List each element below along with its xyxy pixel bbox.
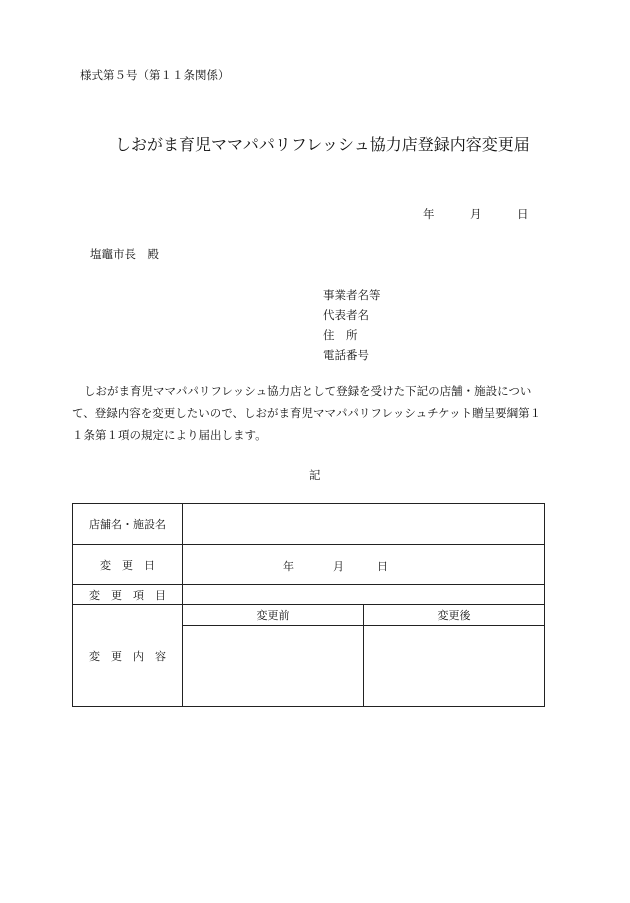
change-date-field[interactable]	[183, 545, 545, 585]
change-item-label: 変 更 項 目	[73, 585, 183, 605]
change-content-label: 変 更 内 容	[73, 605, 183, 707]
date-month: 月	[470, 207, 482, 221]
after-header: 変更後	[364, 605, 545, 626]
before-field[interactable]	[183, 626, 364, 707]
form-number: 様式第５号（第１１条関係）	[80, 68, 230, 82]
addressee: 塩竈市長 殿	[90, 247, 159, 261]
after-field[interactable]	[364, 626, 545, 707]
change-date-month: 月	[333, 560, 344, 573]
ki-heading: 記	[309, 468, 321, 482]
change-item-field[interactable]	[183, 585, 545, 605]
date-day: 日	[517, 207, 529, 221]
before-header: 変更前	[183, 605, 364, 626]
change-table	[72, 503, 545, 707]
applicant-field: 電話番号	[323, 348, 369, 362]
change-date-day: 日	[377, 560, 388, 573]
shop-name-label: 店舗名・施設名	[73, 504, 183, 545]
shop-name-field[interactable]	[183, 504, 545, 545]
applicant-field: 代表者名	[323, 308, 369, 322]
change-date-label: 変 更 日	[73, 545, 183, 585]
change-date-year: 年	[283, 560, 294, 573]
body-text: しおがま育児ママパパリフレッシュ協力店として登録を受けた下記の店舗・施設について、登録内容を変更したいので、しおがま育児ママパパリフレッシュチケット贈呈要綱第１１条第１項の規定により届出します。	[72, 384, 542, 442]
applicant-field: 住 所	[323, 328, 358, 342]
date-year: 年	[423, 207, 435, 221]
applicant-field: 事業者名等	[323, 288, 381, 302]
page-title: しおがま育児ママパパリフレッシュ協力店登録内容変更届	[115, 135, 530, 154]
